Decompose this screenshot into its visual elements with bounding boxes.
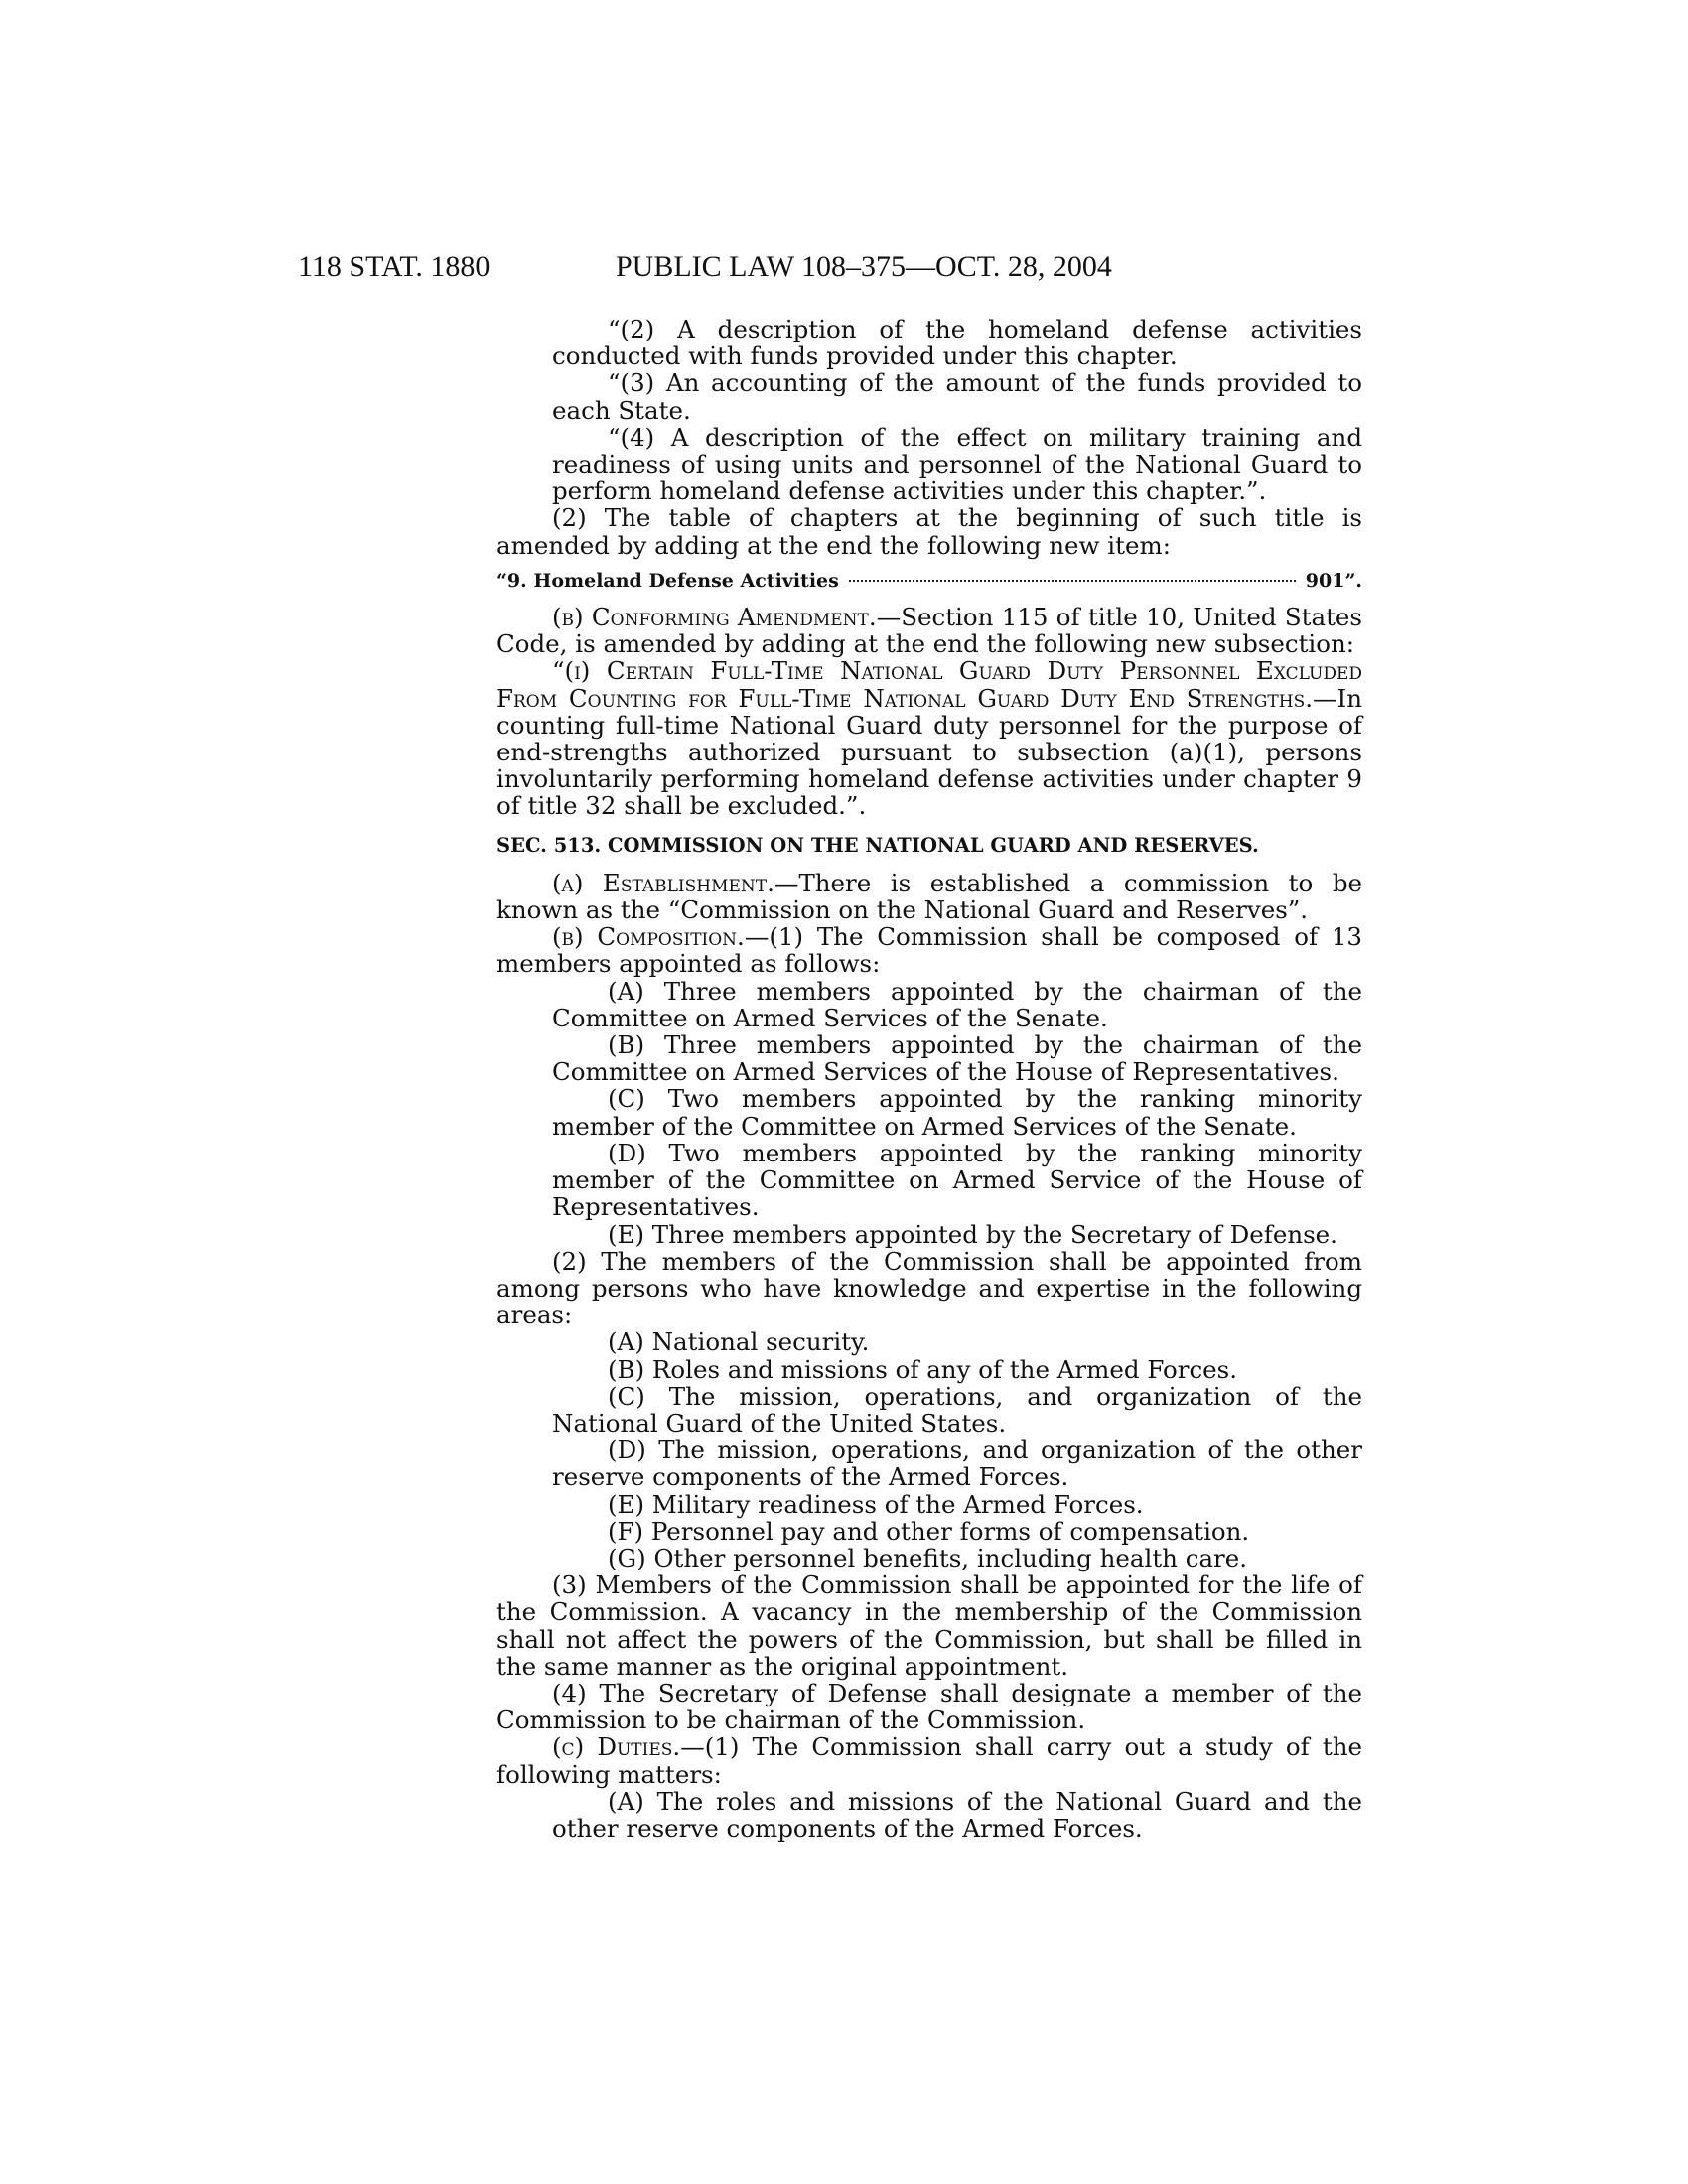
establishment-heading: (a) Establishment. xyxy=(552,868,774,897)
paragraph-composition-e: (E) Three members appointed by the Secretary of Defense. xyxy=(608,1219,1337,1249)
paragraph-table-of-chapters: (2) The table of chapters at the beginning of such title is amended by adding at the end the following new item: xyxy=(496,503,1362,560)
toc-leader-dots xyxy=(849,580,1296,582)
paragraph-q2: “(2) A description of the homeland defense activities conducted with funds provided under this chapter. xyxy=(552,315,1362,371)
stat-page-number: 118 STAT. 1880 xyxy=(298,250,491,283)
duties-heading: (c) Duties. xyxy=(552,1732,681,1762)
subsection-i-text: —In counting full-time National Guard duty personnel for the purpose of end-strengths authorized pursuant to subsection (a)(1), persons involuntarily performing homeland defense activities under chapter 9 of title 32 shall be excluded.”. xyxy=(496,683,1362,821)
paragraph-composition-b: (B) Three members appointed by the chairman of the Committee on Armed Services of the House of Representatives. xyxy=(552,1030,1362,1087)
paragraph-term-of-members: (3) Members of the Commission shall be appointed for the life of the Commission. A vacancy in the membership of the Commission shall not affect the powers of the Commission, but shall be filled in the same manner as the original appointment. xyxy=(496,1570,1362,1681)
paragraph-expertise: (2) The members of the Commission shall be appointed from among persons who have knowledge and expertise in the following areas: xyxy=(496,1246,1362,1330)
paragraph-expertise-g: (G) Other personnel benefits, including health care. xyxy=(608,1543,1248,1572)
public-law-citation: PUBLIC LAW 108–375—OCT. 28, 2004 xyxy=(616,250,1112,283)
section-heading: SEC. 513. COMMISSION ON THE NATIONAL GUARD AND RESERVES. xyxy=(496,833,1259,857)
paragraph-q3: “(3) An accounting of the amount of the funds provided to each State. xyxy=(552,368,1362,425)
paragraph-expertise-f: (F) Personnel pay and other forms of compensation. xyxy=(608,1516,1250,1546)
establishment-text: —There is established a commission to be known as the “Commission on the National Guard and Reserves”. xyxy=(496,868,1362,925)
page-header xyxy=(298,250,1362,290)
subsection-i-heading: “(i) Certain Full-Time National Guard Duty Personnel Excluded From Counting for Full-Time National Guard Duty End Strengths. xyxy=(496,656,1362,713)
composition-text: —(1) The Commission shall be composed of 13 members appointed as follows: xyxy=(496,922,1362,979)
paragraph-conforming-amendment xyxy=(496,604,1362,657)
toc-item-label: “9. Homeland Defense Activities xyxy=(496,569,839,592)
paragraph-q4: “(4) A description of the effect on military training and readiness of using units and personnel of the National Guard to perform homeland defense activities under this chapter.”. xyxy=(552,422,1362,506)
paragraph-composition-a: (A) Three members appointed by the chairman of the Committee on Armed Services of the Senate. xyxy=(552,976,1362,1032)
table-of-chapters-item xyxy=(496,568,1362,595)
paragraph-composition xyxy=(496,923,1362,977)
paragraph-composition-d: (D) Two members appointed by the ranking minority member of the Committee on Armed Service of the House of Representatives. xyxy=(552,1138,1362,1222)
paragraph-composition-c: (C) Two members appointed by the ranking minority member of the Committee on Armed Services of the Senate. xyxy=(552,1084,1362,1141)
paragraph-duties xyxy=(496,1733,1362,1787)
toc-item-number: 901”. xyxy=(1305,569,1362,592)
conforming-amendment-text: —Section 115 of title 10, United States Code, is amended by adding at the end the following new subsection: xyxy=(496,603,1363,659)
paragraph-expertise-a: (A) National security. xyxy=(608,1327,870,1357)
paragraph-expertise-c: (C) The mission, operations, and organization of the National Guard of the United States. xyxy=(552,1381,1362,1437)
composition-heading: (b) Composition. xyxy=(552,922,745,952)
paragraph-expertise-e: (E) Military readiness of the Armed Forces. xyxy=(608,1489,1144,1519)
paragraph-subsection-i xyxy=(496,657,1362,819)
paragraph-chairman: (4) The Secretary of Defense shall designate a member of the Commission to be chairman of the Commission. xyxy=(496,1678,1362,1735)
paragraph-establishment xyxy=(496,870,1362,923)
paragraph-expertise-b: (B) Roles and missions of any of the Armed Forces. xyxy=(608,1354,1238,1384)
duties-text: —(1) The Commission shall carry out a study of the following matters: xyxy=(496,1732,1363,1789)
conforming-amendment-heading: (b) Conforming Amendment. xyxy=(552,603,877,632)
document-body xyxy=(496,316,1362,1842)
paragraph-duties-a: (A) The roles and missions of the National Guard and the other reserve components of the Armed Forces. xyxy=(552,1786,1362,1843)
paragraph-expertise-d: (D) The mission, operations, and organization of the other reserve components of the Armed Forces. xyxy=(552,1435,1362,1492)
